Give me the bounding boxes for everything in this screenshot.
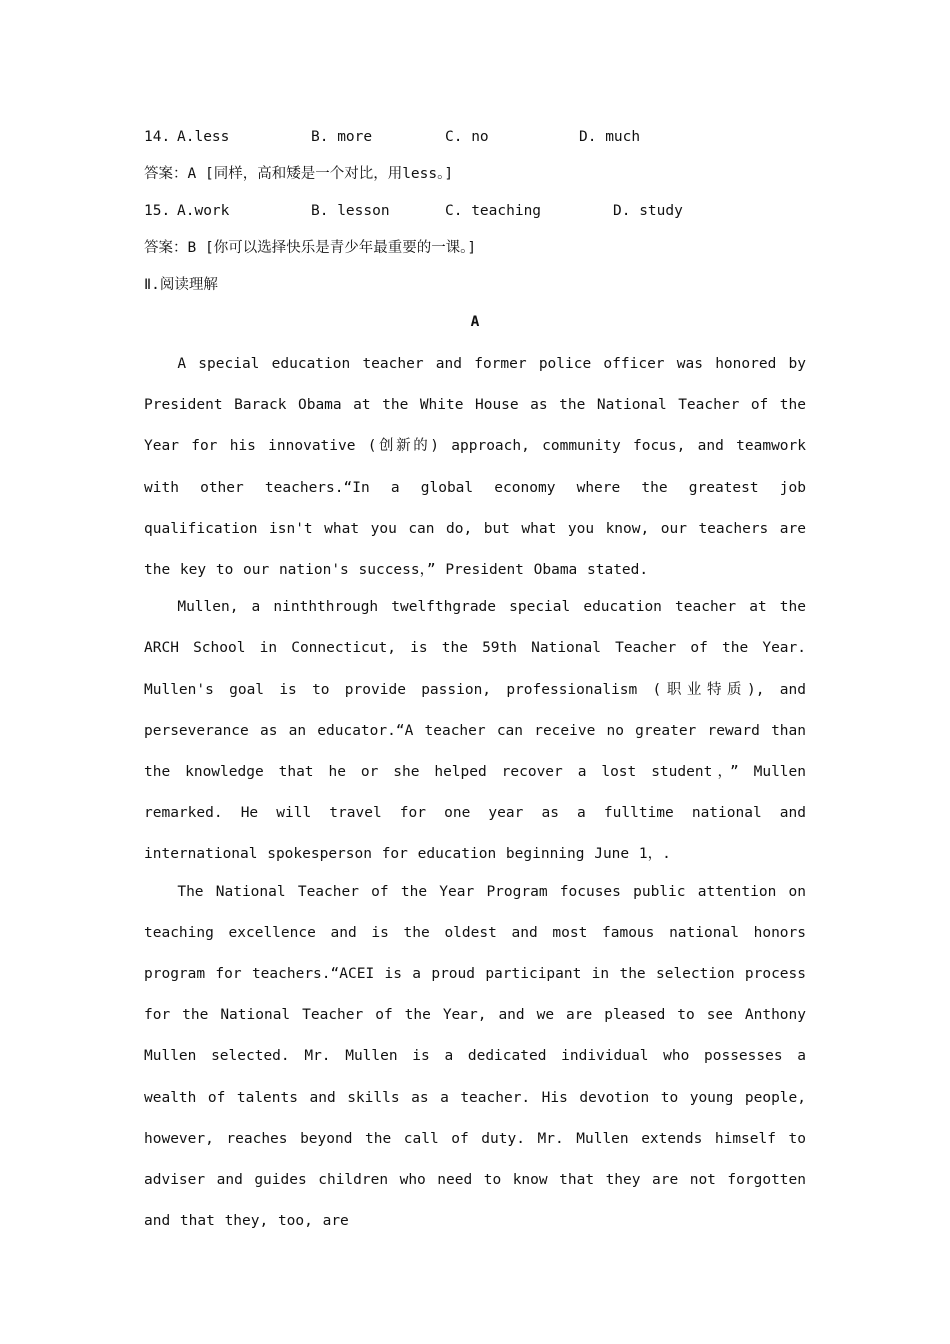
question-number: 14. <box>144 129 171 145</box>
option-c: C. teaching <box>445 203 542 219</box>
section-title: Ⅱ.阅读理解 <box>144 277 218 293</box>
option-a: A.less <box>177 129 230 145</box>
passage-label: A <box>470 314 480 330</box>
option-b: B. lesson <box>311 203 390 219</box>
question-number: 15. <box>144 203 171 219</box>
document-content <box>144 122 806 1238</box>
paragraph-3: The National Teacher of the Year Program focuses public attention on teaching excellence and is the oldest and most famous national honors program for teachers.“ACEI is a proud participant in the selection process for the National Teacher of the Year, and we are pleased to see Anthony Mullen selected. Mr. Mullen is a dedicated individual who possesses a wealth of talents and skills as a teacher. His devotion to young people, however, reaches beyond the call of duty. Mr. Mullen extends himself to adviser and guides children who need to know that they are not forgotten and that they, too, are <box>144 883 806 1230</box>
option-d: D. much <box>579 129 641 145</box>
question-15-options <box>144 196 806 233</box>
option-d: D. study <box>613 203 683 219</box>
option-c: C. no <box>445 129 489 145</box>
paragraph-2: Mullen, a ninththrough twelfthgrade special education teacher at the ARCH School in Connecticut, is the 59th National Teacher of the Year. Mullen's goal is to provide passion, professionalism (职业特质), and perseverance as an educator.“A teacher can receive no greater reward than the knowledge that he or she helped recover a lost student，” Mullen remarked. He will travel for one year as a fulltime national and international spokesperson for education beginning June 1，. <box>144 599 806 863</box>
question-14-answer: 答案：A [同样，高和矮是一个对比，用less。] <box>144 166 454 182</box>
option-b: B. more <box>311 129 373 145</box>
question-15-answer: 答案：B [你可以选择快乐是青少年最重要的一课。] <box>144 240 477 256</box>
paragraph-1: A special education teacher and former police officer was honored by President Barack Obama at the White House as the National Teacher of the Year for his innovative (创新的) approach, community focus, and teamwork with other teachers.“In a global economy where the greatest job qualification isn't what you can do, but what you know, our teachers are the key to our nation's success，” President Obama stated. <box>144 356 806 579</box>
question-14-options <box>144 122 806 159</box>
option-a: A.work <box>177 203 230 219</box>
